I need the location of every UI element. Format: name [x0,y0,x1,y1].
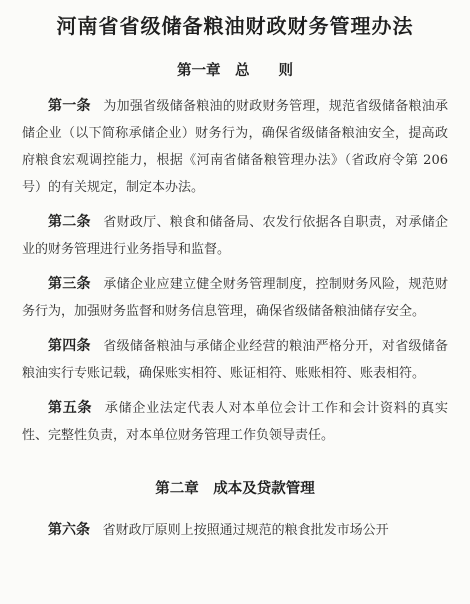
article-label-4: 第四条 [48,338,91,354]
article-label-1: 第一条 [48,98,91,114]
article-6 [22,517,448,544]
article-label-5: 第五条 [48,400,93,416]
article-text-3: 承储企业应建立健全财务管理制度，控制财务风险，规范财务行为，加强财务监督和财务信息管理，确保省级储备粮油储存安全。 [22,277,448,319]
article-4 [22,333,448,387]
article-label-6: 第六条 [48,522,90,538]
article-5 [22,395,448,449]
article-text-5: 承储企业法定代表人对本单位会计工作和会计资料的真实性、完整性负责，对本单位财务管理工作负领导责任。 [22,401,448,443]
article-text-1: 为加强省级储备粮油的财政财务管理，规范省级储备粮油承储企业（以下简称承储企业）财务行为，确保省级储备粮油安全，提高政府粮食宏观调控能力，根据《河南省储备粮管理办法》（省政府令第 206 号）的有关规定，制定本办法。 [22,99,448,195]
article-3 [22,271,448,325]
article-text-6: 省财政厅原则上按照通过规范的粮食批发市场公开 [102,523,389,538]
article-text-2: 省财政厅、粮食和储备局、农发行依据各自职责，对承储企业的财务管理进行业务指导和监督。 [22,215,448,257]
article-label-2: 第二条 [48,214,91,230]
article-label-3: 第三条 [48,276,91,292]
article-2 [22,209,448,263]
chapter-heading-2: 第二章 成本及贷款管理 [155,481,315,497]
article-text-4: 省级储备粮油与承储企业经营的粮油严格分开，对省级储备粮油实行专账记载，确保账实相符、账证相符、账账相符、账表相符。 [22,339,448,381]
document-title: 河南省省级储备粮油财政财务管理办法 [56,14,414,38]
article-1 [22,93,448,201]
chapter-heading-1: 第一章 总 则 [177,63,293,79]
